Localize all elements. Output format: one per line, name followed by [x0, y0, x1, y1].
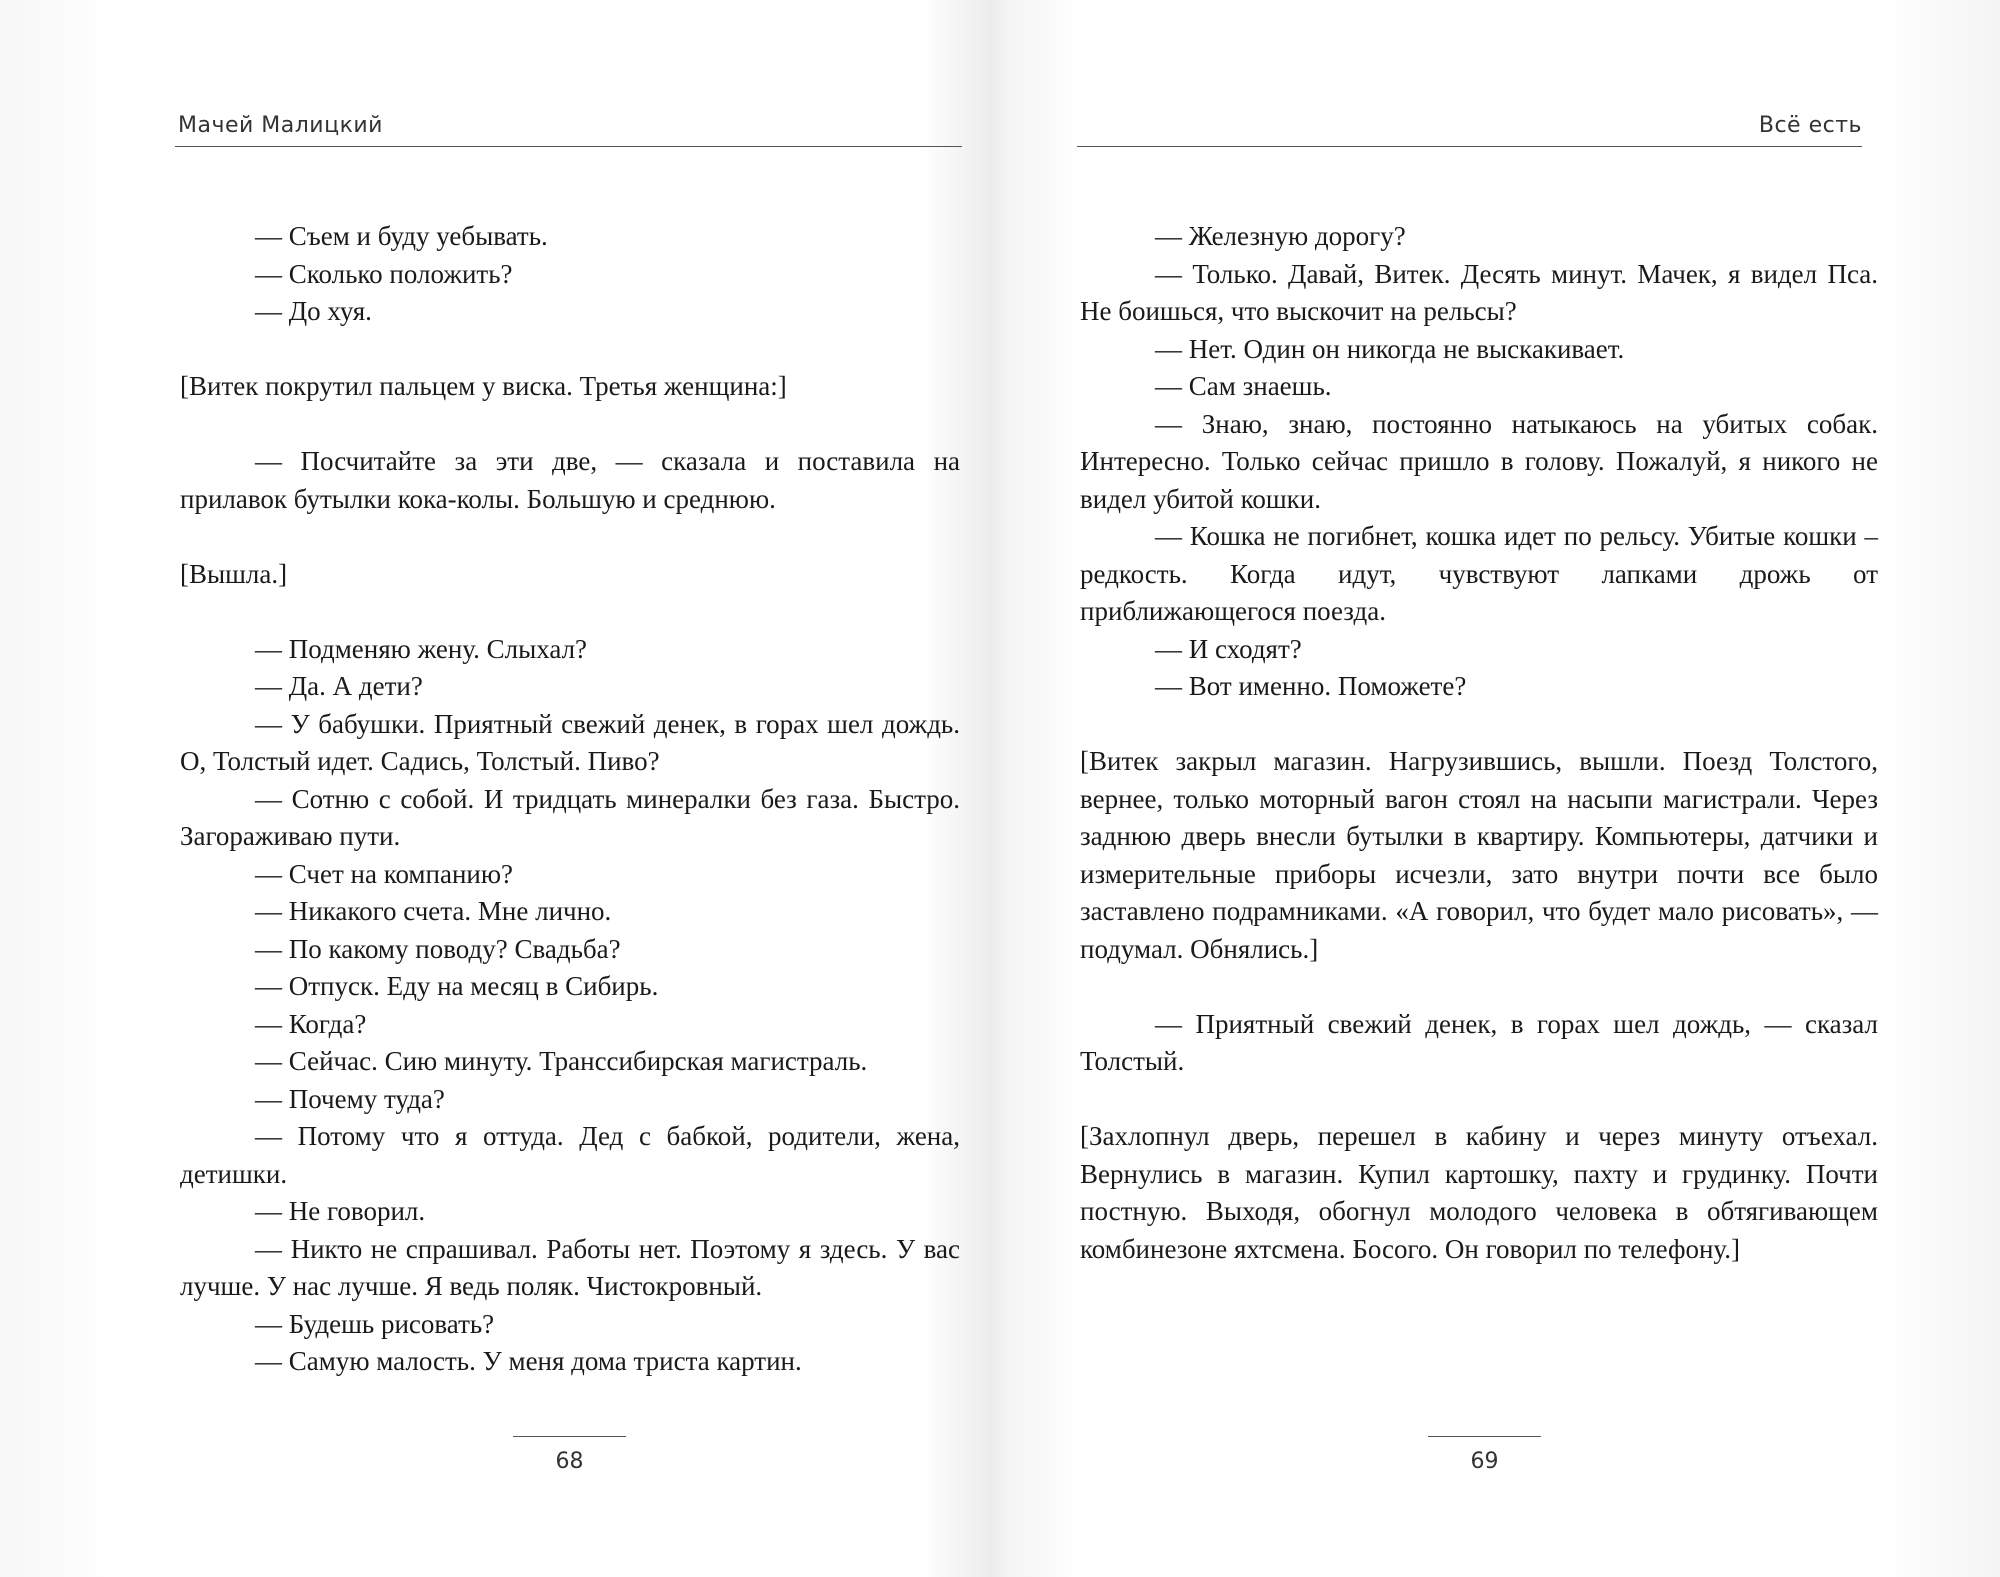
paragraph-gap [1080, 968, 1878, 1006]
folio-rule [1428, 1436, 1541, 1437]
paragraph-gap [180, 593, 960, 631]
dialogue-line: — Почему туда? [255, 1083, 445, 1114]
paragraph-gap [1080, 1081, 1878, 1119]
stage-direction: [Захлопнул дверь, перешел в кабину и через минуту отъехал. Вернулись в магазин. Купил картошку, пахту и грудинку. Почти постную. Выходя, обогнул молодого человека в обтягивающем комбинезоне яхтсмена. Босого. Он говорил по телефону.] [1080, 1121, 1878, 1264]
dialogue-line: — Приятный свежий денек, в горах шел дождь, — сказал Толстый. [1080, 1008, 1878, 1076]
dialogue-line: — Сам знаешь. [1155, 371, 1332, 401]
stage-direction: [Витек покрутил пальцем у виска. Третья женщина:] [180, 371, 787, 401]
page-body-text [180, 218, 960, 1381]
running-head-author: Мачей Малицкий [178, 113, 383, 138]
right-page [1000, 0, 2000, 1577]
dialogue-line: — Съем и буду уебывать. [255, 221, 548, 251]
header-rule [175, 146, 962, 147]
dialogue-line: — Сейчас. Сию минуту. Транссибирская магистраль. [255, 1046, 868, 1076]
running-head-title: Всё есть [1758, 113, 1862, 138]
dialogue-line: — Никакого счета. Мне лично. [255, 896, 612, 926]
dialogue-line: — Посчитайте за эти две, — сказала и поставила на прилавок бутылки кока-колы. Большую и среднюю. [180, 446, 960, 514]
dialogue-line: — Вот именно. Поможете? [1155, 671, 1467, 701]
folio-rule [513, 1436, 626, 1437]
dialogue-line: — Самую малость. У меня дома триста картин. [255, 1346, 802, 1376]
dialogue-line: — По какому поводу? Свадьба? [255, 933, 621, 964]
dialogue-line: — Железную дорогу? [1155, 221, 1406, 251]
dialogue-line: — И сходят? [1155, 633, 1302, 664]
paragraph-gap [180, 331, 960, 369]
dialogue-line: — Подменяю жену. Слыхал? [255, 633, 588, 664]
dialogue-line: — Счет на компанию? [255, 858, 514, 889]
dialogue-line: — Только. Давай, Витек. Десять минут. Мачек, я видел Пса. Не боишься, что выскочит на рельсы? [1080, 258, 1878, 326]
stage-direction: [Витек закрыл магазин. Нагрузившись, вышли. Поезд Толстого, вернее, только моторный вагон стоял на насыпи магистрали. Через заднюю дверь внесли бутылки в квартиру. Компьютеры, датчики и измерительные приборы исчезли, зато внутри почти все было заставлено подрамниками. «А говорил, что будет мало рисовать», — подумал. Обнялись.] [1080, 746, 1878, 964]
dialogue-line: — Будешь рисовать? [255, 1308, 495, 1339]
dialogue-line: — Отпуск. Еду на месяц в Сибирь. [255, 971, 659, 1001]
page-number: 68 [555, 1449, 584, 1474]
dialogue-line: — Потому что я оттуда. Дед с бабкой, родители, жена, детишки. [180, 1121, 960, 1189]
dialogue-line: — Знаю, знаю, постоянно натыкаюсь на убитых собак. Интересно. Только сейчас пришло в голову. Пожалуй, я никого не видел убитой кошки. [1080, 408, 1878, 514]
dialogue-line: — Сколько положить? [255, 258, 513, 289]
dialogue-line: — У бабушки. Приятный свежий денек, в горах шел дождь. О, Толстый идет. Садись, Толстый. Пиво? [180, 708, 960, 776]
dialogue-line: — Да. А дети? [255, 671, 423, 701]
dialogue-line: — Никто не спрашивал. Работы нет. Поэтому я здесь. У вас лучше. У нас лучше. Я ведь поляк. Чистокровный. [180, 1233, 960, 1301]
paragraph-gap [180, 518, 960, 556]
dialogue-line: — Нет. Один он никогда не выскакивает. [1155, 333, 1625, 364]
stage-direction: [Вышла.] [180, 558, 288, 589]
dialogue-line: — Когда? [255, 1008, 367, 1039]
dialogue-line: — Кошка не погибнет, кошка идет по рельсу. Убитые кошки – редкость. Когда идут, чувствуют лапками дрожь от приближающегося поезда. [1080, 521, 1878, 626]
page-body-text [1080, 218, 1878, 1268]
dialogue-line: — До хуя. [255, 296, 372, 326]
paragraph-gap [1080, 706, 1878, 744]
page-number: 69 [1470, 1449, 1499, 1474]
paragraph-gap [180, 406, 960, 444]
dialogue-line: — Сотню с собой. И тридцать минералки без газа. Быстро. Загораживаю пути. [180, 783, 960, 851]
dialogue-line: — Не говорил. [255, 1196, 426, 1226]
header-rule [1077, 146, 1862, 147]
